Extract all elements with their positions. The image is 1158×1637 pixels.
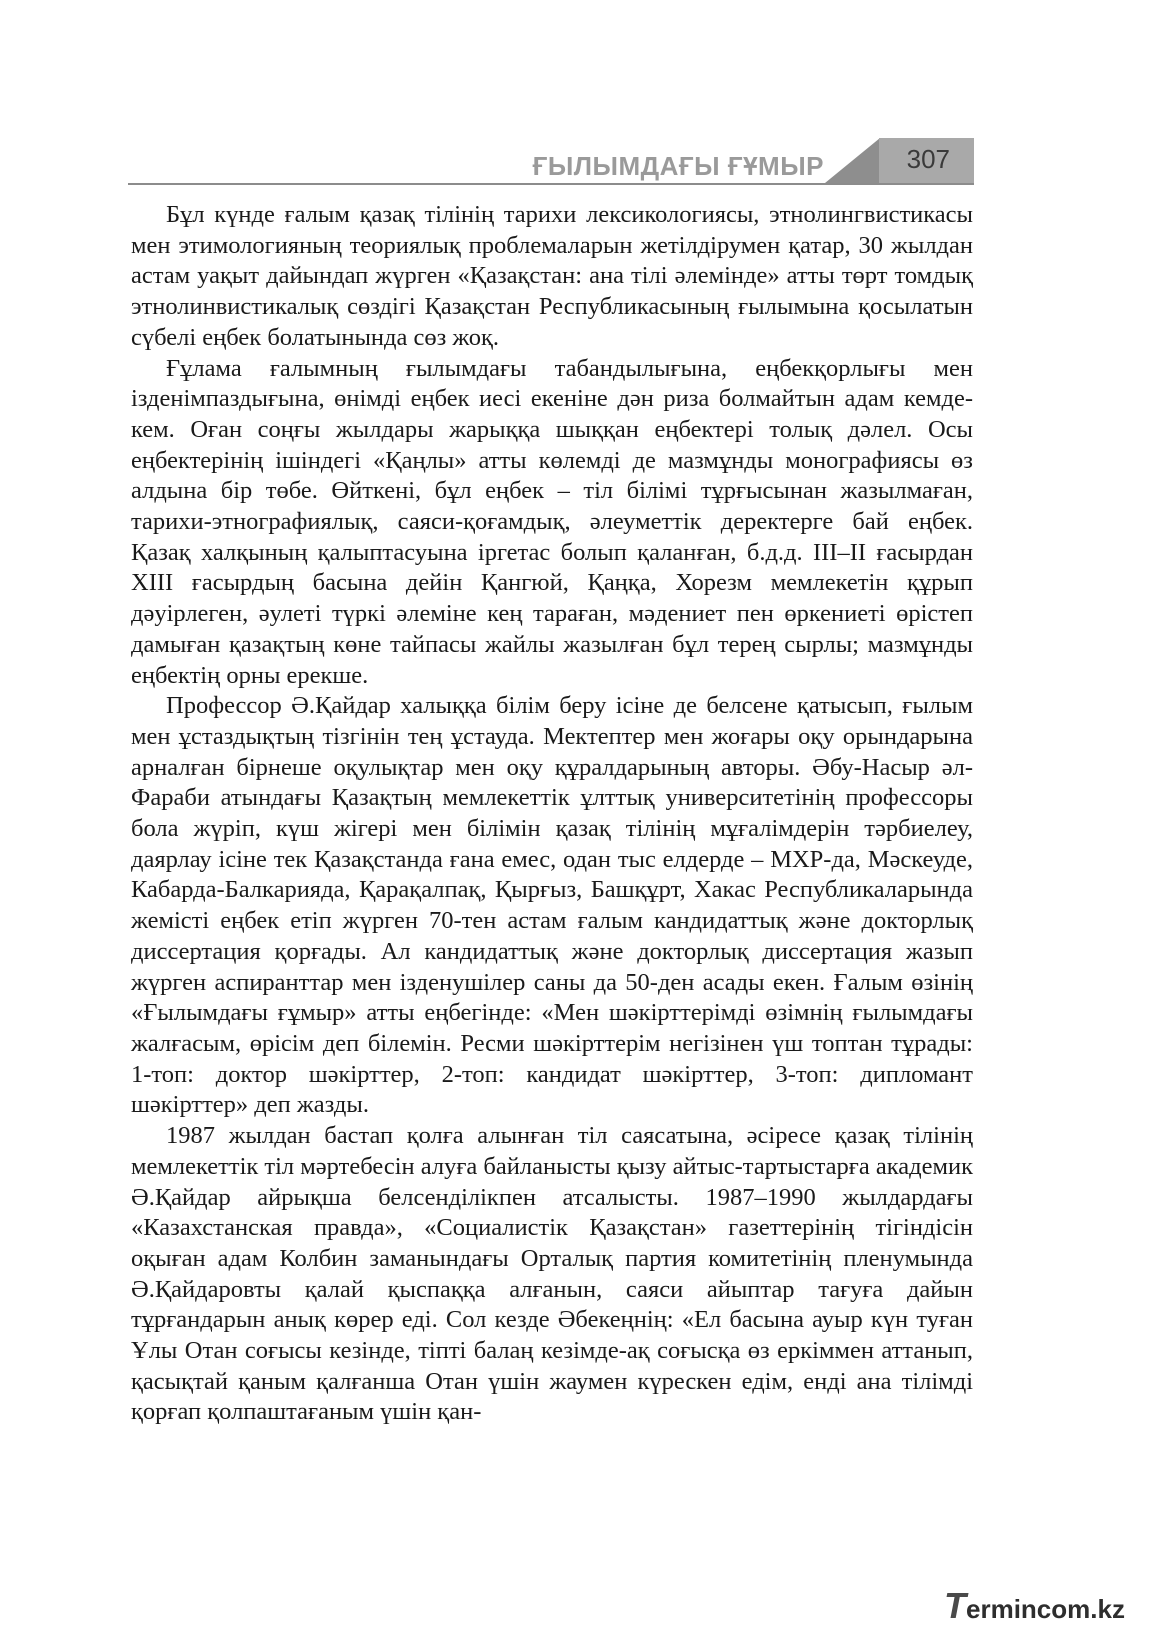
- running-title: ҒЫЛЫМДАҒЫ ҒҰМЫР: [532, 151, 824, 181]
- header-wedge-decoration: [825, 138, 880, 183]
- page-number-box: [879, 138, 974, 183]
- site-watermark: [944, 1585, 1144, 1625]
- watermark-text-1: erminc: [966, 1594, 1052, 1624]
- paragraph-3: Профессор Ә.Қайдар халыққа білім беру ісіне де белсене қатысып, ғылым мен ұстаздықтың тізгінін тең ұстауда. Мектептер мен жоғары оқу орындарына арналған бірнеше оқулықтар мен оқу құралдарының авторы. Әбу-Насыр әл-Фараби атындағы Қазақтың мемлекеттік ұлттық университетінің профессоры бола жүріп, күш жігері мен білімін қазақ тілінің мұғалімдерін тәрбиелеу, даярлау ісіне тек Қазақстанда ғана емес, одан тыс елдерде – МХР-да, Мәскеуде, Кабарда-Балкарияда, Қарақалпақ, Қырғыз, Башқұрт, Хакас Республикаларында жемісті еңбек етіп жүрген 70-тен астам ғалым кандидаттық және докторлық диссертация қорғады. Ал кандидаттық және докторлық диссертация жазып жүрген аспиранттар мен ізденушілер саны да 50-ден асады екен. Ғалым өзінің «Ғылымдағы ғұмыр» атты еңбегінде: «Мен шәкірттерімді өзімнің ғылымдағы жалғасым, өрісім деп білемін. Ресми шәкірттерім негізінен үш топтан тұрады: 1-топ: доктор шәкірттер, 2-топ: кандидат шәкірттер, 3-топ: дипломант шәкірттер» деп жазды.: [131, 692, 973, 1119]
- watermark-text-2: o: [1051, 1594, 1068, 1624]
- watermark-initial: T: [944, 1585, 966, 1626]
- page-number: 307: [906, 144, 950, 174]
- body-text: [131, 200, 973, 1428]
- paragraph-1: Бұл күнде ғалым қазақ тілінің тарихи лексикологиясы, этнолингвистикасы мен этимологияның теориялық проблемаларын жетілдірумен қатар, 30 жылдан астам уақыт дайындап жүрген «Қазақстан: ана тілі әлемінде» атты төрт томдық этнолинвистикалық сөздігі Қазақстан Республикасының ғылымына қосылатын сүбелі еңбек болатынында сөз жоқ.: [131, 201, 973, 351]
- header-rule: [128, 183, 974, 185]
- running-header: [128, 138, 974, 185]
- paragraph-2: Ғұлама ғалымның ғылымдағы табандылығына, еңбекқорлығы мен ізденімпаздығына, өнімді еңбек иесі екеніне дән риза болмайтын адам кемде-кем. Оған соңғы жылдары жарыққа шыққан еңбектері толық дәлел. Осы еңбектерінің ішіндегі «Қаңлы» атты көлемді де мазмұнды монографиясы өз алдына бір төбе. Өйткені, бұл еңбек – тіл білімі тұрғысынан жазылмаған, тарихи-этнографиялық, саяси-қоғамдық, әлеуметтік деректерге бай еңбек. Қазақ халқының қалыптасуына іргетас болып қаланған, б.д.д. ІІІ–ІІ ғасырдан ХІІІ ғасырдың басына дейін Қангюй, Қаңқа, Хорезм мемлекетін құрып дәуірлеген, әулеті түркі әлеміне кең тараған, мәдениет пен өркениеті өрістеп дамыған қазақтың көне тайпасы жайлы жазылған бұл терең сырлы; мазмұнды еңбектің орны ерекше.: [131, 354, 973, 689]
- paragraph-4: 1987 жылдан бастап қолға алынған тіл саясатына, әсіресе қазақ тілінің мемлекеттік тіл мәртебесін алуға байланысты қызу айтыс-тартыстарға академик Ә.Қайдар айрықша белсенділікпен атсалысты. 1987–1990 жылдардағы «Казахстанская правда», «Социалистік Қазақстан» газеттерінің тігіндісін оқыған адам Колбин заманындағы Орталық партия комитетінің пленумында Ә.Қайдаровты қалай қыспаққа алғанын, саяси айыптар тағуға дайын тұрғандарын анық көрер еді. Сол кезде Әбекеңнің: «Ел басына ауыр күн туған Ұлы Отан соғысы кезінде, тіпті балаң кезімде-ақ соғысқа өз еркіммен аттанып, қасықтай қаным қалғанша Отан үшін жаумен күрескен едім, енді ана тілімді қорғап қолпаштағаным үшін қан-: [131, 1122, 973, 1426]
- watermark-text-3: m.kz: [1067, 1594, 1125, 1624]
